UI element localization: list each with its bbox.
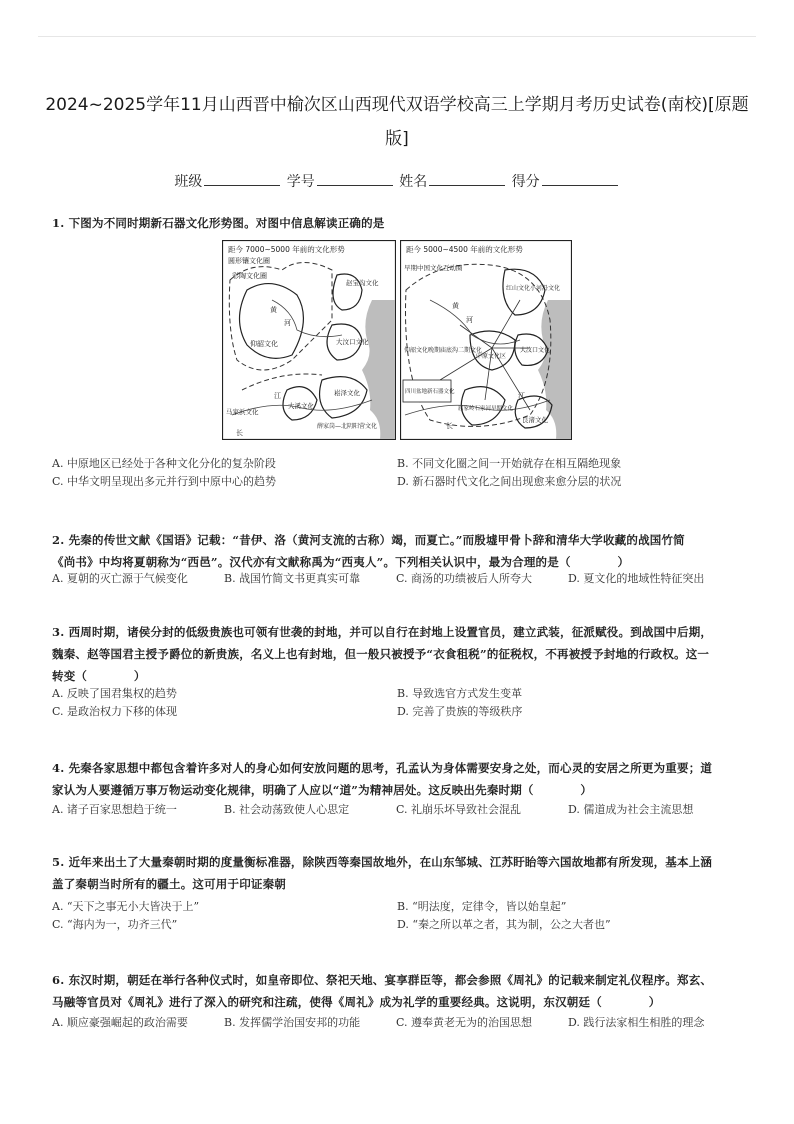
map-right-label: 仰韶文化晚期庙底沟二期文化 — [404, 347, 483, 354]
map-right-svg — [400, 240, 572, 440]
class-label: 班级 — [174, 174, 203, 190]
option-b[interactable]: B. “明法度，定律令，皆以始皇起” — [397, 900, 567, 913]
map-left-label: 河 — [284, 319, 291, 327]
question-6-line: 6. 东汉时期，朝廷在举行各种仪式时，如皇帝即位、祭祀天地、宴享群臣等，都会参照《周礼》的记载来制定礼仪程序。郑玄、 — [52, 973, 713, 987]
question-1-options — [52, 455, 742, 491]
option-c[interactable]: C. 礼崩乐坏导致社会混乱 — [396, 803, 522, 816]
map-left — [222, 240, 396, 444]
map-left-label: 赵宝沟文化 — [346, 279, 379, 287]
option-a[interactable]: A. 夏朝的灭亡源于气候变化 — [52, 572, 188, 585]
question-6-stem — [52, 969, 742, 1013]
question-2-line: 《尚书》中均将夏朝称为“西邑”。汉代亦有文献称禹为“西夷人”。下列相关认识中，最为合理的是（ ） — [52, 555, 630, 569]
map-left-caption: 距今 7000~5000 年前的文化形势 — [228, 245, 345, 254]
question-3-options — [52, 685, 742, 721]
question-2-options — [52, 570, 742, 588]
question-2-line: 2. 先秦的传世文献《国语》记载：“昔伊、洛（黄河支流的古称）竭，而夏亡。”而殷墟甲骨卜辞和清华大学收藏的战国竹简 — [52, 533, 685, 547]
option-a[interactable]: A. 中原地区已经处于各种文化分化的复杂阶段 — [52, 457, 276, 470]
map-right-label: 长 — [446, 422, 453, 430]
option-c[interactable]: C. 商汤的功绩被后人所夸大 — [396, 572, 533, 585]
question-2-stem — [52, 529, 742, 573]
question-4-line: 家认为人要遵循万事万物运动变化规律，明确了人应以“道”为精神居处。这反映出先秦时期（ ） — [52, 783, 593, 797]
map-right-label: 早期中国文化互动圈 — [404, 264, 463, 272]
question-5-line: 5. 近年来出土了大量秦朝时期的度量衡标准器，除陕西等秦国故地外，在山东邹城、江苏盱眙等六国故地都有所发现，基本上涵 — [52, 855, 713, 869]
question-3-line: 转变（ ） — [52, 669, 146, 683]
option-c[interactable]: C. “海内为一，功齐三代” — [52, 918, 178, 931]
number-blank[interactable] — [317, 173, 393, 186]
map-right-label: 良渚文化 — [522, 416, 548, 424]
map-right-caption: 距今 5000~4500 年前的文化形势 — [406, 245, 523, 254]
map-left-label: 大溪文化 — [288, 402, 314, 410]
question-6-line: 马融等官员对《周礼》进行了深入的研究和注疏，使得《周礼》成为礼学的重要经典。这说明，东汉朝廷（ ） — [52, 995, 661, 1009]
option-d[interactable]: D. 新石器时代文化之间出现愈来愈分层的状况 — [397, 475, 622, 488]
title-line-1: 2024~2025学年11月山西晋中榆次区山西现代双语学校高三上学期月考历史试卷(南校)[原题 — [45, 95, 749, 115]
map-left-label: 江 — [274, 392, 281, 400]
option-b[interactable]: B. 战国竹简文书更真实可靠 — [224, 572, 361, 585]
option-b[interactable]: B. 不同文化圈之间一开始就存在相互隔绝现象 — [397, 457, 622, 470]
question-4-line: 4. 先秦各家思想中都包含着许多对人的身心如何安放问题的思考，孔孟认为身体需要安身之处，而心灵的安居之所更为重要；道 — [52, 761, 713, 775]
map-left-label: 圆形镶文化圈 — [228, 257, 270, 265]
map-right-label: 大汶口文化 — [520, 347, 551, 354]
map-left-svg — [222, 240, 396, 440]
score-label: 得分 — [511, 174, 540, 190]
option-d[interactable]: D. 践行法家相生相胜的理念 — [568, 1016, 705, 1029]
student-info-fields — [0, 171, 794, 191]
class-blank[interactable] — [204, 173, 280, 186]
option-c[interactable]: C. 中华文明呈现出多元并行到中原中心的趋势 — [52, 475, 277, 488]
map-left-label: 马家浜文化 — [226, 408, 259, 416]
question-1-stem: 1. 下图为不同时期新石器文化形势图。对图中信息解读正确的是 — [52, 216, 385, 230]
map-right-label: 屈家岭石家河早期文化 — [458, 406, 514, 412]
map-right-label: 河 — [466, 316, 473, 324]
name-blank[interactable] — [429, 173, 505, 186]
question-4-stem — [52, 757, 742, 801]
map-right — [400, 240, 572, 444]
option-b[interactable]: B. 发挥儒学治国安邦的功能 — [224, 1016, 361, 1029]
map-left-label: 黄 — [270, 306, 277, 314]
map-right-label: 江 — [518, 392, 525, 400]
top-rule — [38, 36, 756, 37]
map-right-label: 四川盆地新石器文化 — [405, 389, 455, 395]
map-left-label: 仰韶文化 — [250, 340, 278, 348]
option-c[interactable]: C. 是政治权力下移的体现 — [52, 705, 178, 718]
map-right-label: 红山文化小河沿文化 — [506, 285, 561, 292]
question-3-line: 3. 西周时期，诸侯分封的低级贵族也可领有世袭的封地，并可以自行在封地上设置官员，建立武装，征派赋役。到战国中后期， — [52, 625, 713, 639]
option-b[interactable]: B. 导致选官方式发生变革 — [397, 687, 523, 700]
map-right-label: 中原文化区 — [476, 353, 507, 360]
option-d[interactable]: D. “秦之所以革之者，其为制，公之大者也” — [397, 918, 611, 931]
map-left-label: 彩陶文化圈 — [232, 272, 267, 280]
name-label: 姓名 — [399, 174, 428, 190]
question-4-options — [52, 801, 742, 819]
page-title — [40, 88, 754, 156]
question-5-stem — [52, 851, 742, 895]
option-a[interactable]: A. “天下之事无小大皆决于上” — [52, 900, 200, 913]
title-line-2: 版] — [385, 129, 409, 149]
question-3-stem — [52, 621, 742, 687]
option-a[interactable]: A. 顺应豪强崛起的政治需要 — [52, 1016, 188, 1029]
map-right-label: 黄 — [452, 302, 459, 310]
option-d[interactable]: D. 夏文化的地域性特征突出 — [568, 572, 705, 585]
option-b[interactable]: B. 社会动荡致使人心思定 — [224, 803, 350, 816]
map-left-label: 薛家岗—北阴阳营文化 — [317, 423, 378, 430]
number-label: 学号 — [286, 174, 315, 190]
question-5-options — [52, 898, 742, 934]
option-d[interactable]: D. 完善了贵族的等级秩序 — [397, 705, 523, 718]
map-left-label: 长 — [236, 429, 243, 437]
option-a[interactable]: A. 诸子百家思想趋于统一 — [52, 803, 177, 816]
score-blank[interactable] — [542, 173, 618, 186]
map-left-label: 崧泽文化 — [334, 389, 360, 397]
option-d[interactable]: D. 儒道成为社会主流思想 — [568, 803, 694, 816]
question-6-options — [52, 1014, 742, 1032]
map-left-label: 大汶口文化 — [336, 338, 369, 346]
question-5-line: 盖了秦朝当时所有的疆土。这可用于印证秦朝 — [52, 877, 286, 891]
option-c[interactable]: C. 遵奉黄老无为的治国思想 — [396, 1016, 533, 1029]
question-3-line: 魏秦、赵等国君主授予爵位的新贵族，名义上也有封地，但一般只被授予“衣食租税”的征税权，不再被授予封地的行政权。这一 — [52, 647, 710, 661]
option-a[interactable]: A. 反映了国君集权的趋势 — [52, 687, 177, 700]
